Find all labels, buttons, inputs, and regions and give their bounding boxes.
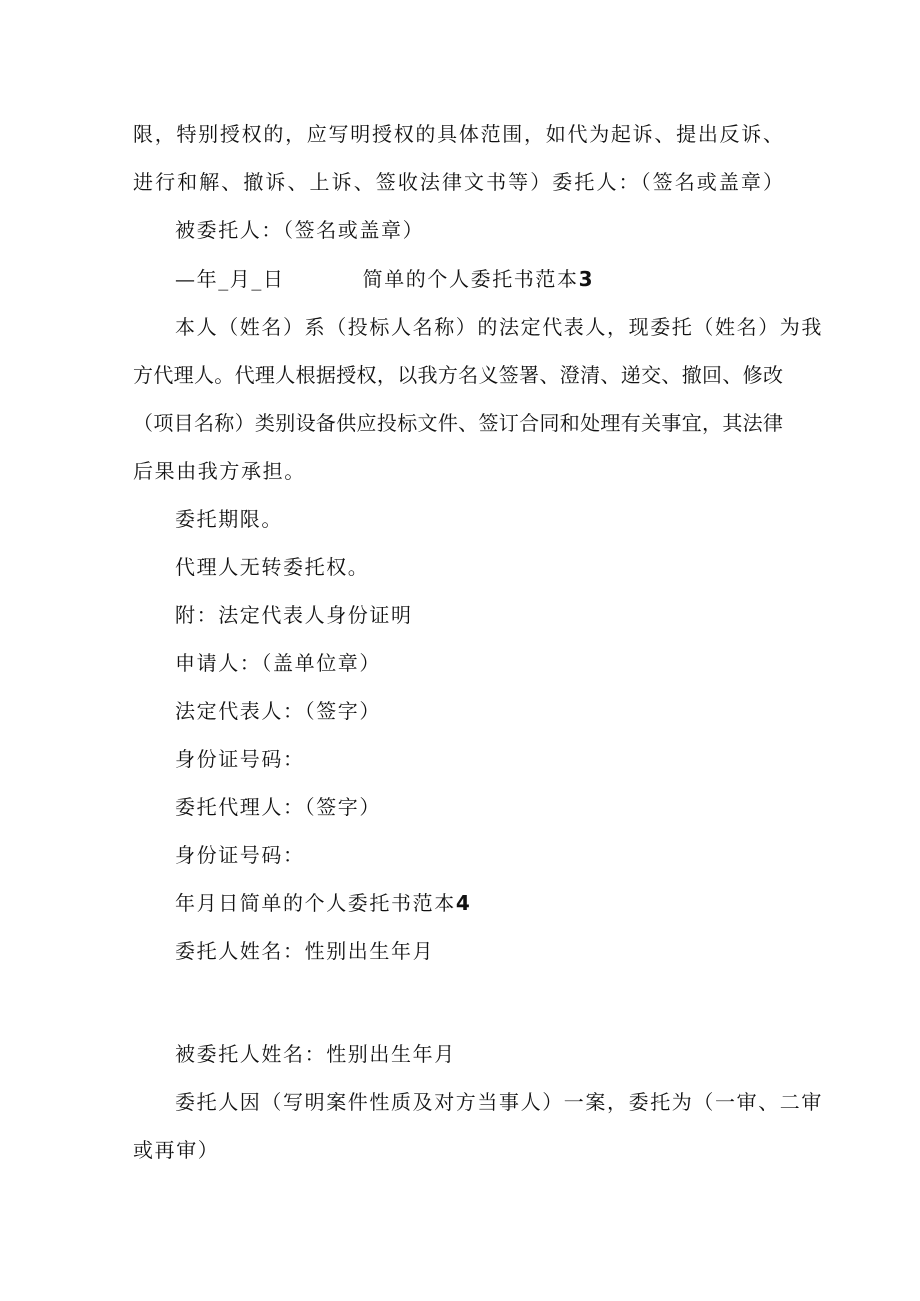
paragraph-line: 委托人姓名：性别出生年月 [175, 939, 435, 963]
paragraph-line: （项目名称）类别设备供应投标文件、签订合同和处理有关事宜，其法律 [133, 411, 783, 435]
section-number: 3 [578, 267, 593, 291]
paragraph-line: 进行和解、撤诉、上诉、签收法律文书等）委托人：（签名或盖章） [133, 170, 783, 194]
paragraph-line: 被委托人姓名：性别出生年月 [175, 1042, 456, 1066]
section-heading: 简单的个人委托书范本 [362, 267, 579, 291]
paragraph-line: 被委托人：（签名或盖章） [175, 218, 425, 242]
date-and-heading-line [175, 267, 593, 291]
paragraph-line: 委托代理人：（签字） [175, 795, 381, 819]
paragraph-line: 方代理人。代理人根据授权，以我方名义签署、澄清、递交、撤回、修改 [133, 363, 783, 387]
paragraph-line: 本人（姓名）系（投标人名称）的法定代表人，现委托（姓名）为我 [175, 315, 823, 339]
paragraph-line: 身份证号码： [175, 843, 305, 867]
paragraph-line: 申请人：（盖单位章） [175, 651, 381, 675]
paragraph-line: 附：法定代表人身份证明 [175, 603, 413, 627]
section-number: 4 [455, 891, 470, 915]
heading-line [175, 891, 470, 915]
paragraph-line: 身份证号码： [175, 747, 305, 771]
paragraph-line: 代理人无转委托权。 [175, 555, 370, 579]
paragraph-line: 法定代表人：（签字） [175, 699, 381, 723]
paragraph-line: 委托人因（写明案件性质及对方当事人）一案，委托为（一审、二审 [175, 1090, 823, 1114]
paragraph-line: 限，特别授权的，应写明授权的具体范围，如代为起诉、提出反诉、 [133, 122, 783, 146]
paragraph-line: 委托期限。 [175, 507, 283, 531]
section-heading: 年月日简单的个人委托书范本 [175, 891, 456, 915]
date-placeholder: —年_月_日 [175, 267, 285, 291]
paragraph-line: 或再审） [133, 1138, 220, 1162]
paragraph-line: 后果由我方承担。 [133, 459, 306, 483]
